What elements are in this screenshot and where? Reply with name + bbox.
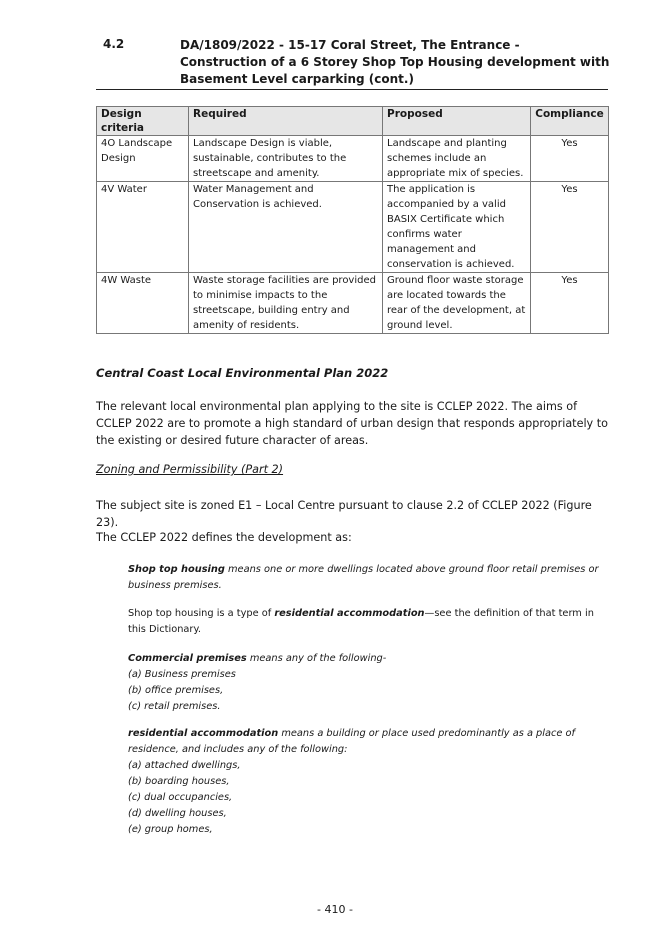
definition-list xyxy=(128,758,608,838)
definition-commercial-premises xyxy=(128,651,608,715)
note-text: Shop top housing is a type of xyxy=(128,608,275,619)
table-cell: Yes xyxy=(531,273,609,334)
subheading-zoning: Zoning and Permissibility (Part 2) xyxy=(96,463,284,476)
table-row xyxy=(97,273,609,334)
header-rule xyxy=(96,89,608,90)
table-cell: Landscape Design is viable, sustainable, contributes to the streetscape and amenity. xyxy=(189,136,383,182)
table-cell: The application is accompanied by a valid BASIX Certificate which confirms water management and conservation is achieved. xyxy=(383,182,531,273)
definition-text: means a building or place used predominantly as a place of residence, and includes any of the following: xyxy=(128,728,575,755)
table-cell: Waste storage facilities are provided to minimise impacts to the streetscape, building entry and amenity of residents. xyxy=(189,273,383,334)
definition-term: Shop top housing xyxy=(128,564,225,575)
definition-residential-accommodation xyxy=(128,726,608,838)
list-item: (b) boarding houses, xyxy=(128,776,230,787)
definition-text: means any of the following- xyxy=(246,653,387,664)
design-criteria-table xyxy=(96,106,609,334)
paragraph-plan-aims: The relevant local environmental plan applying to the site is CCLEP 2022. The aims of CCLEP 2022 are to promote a high standard of urban design that responds appropriately to the existing or desired future character of areas. xyxy=(96,400,608,447)
column-header: Required xyxy=(189,107,383,136)
list-item: (a) attached dwellings, xyxy=(128,760,241,771)
note-text: —see the definition of that term in this Dictionary. xyxy=(128,608,594,635)
paragraph-defines: The CCLEP 2022 defines the development as: xyxy=(96,531,352,544)
definition-note xyxy=(128,606,608,638)
definition-term: Commercial premises xyxy=(128,653,247,664)
section-title: Central Coast Local Environmental Plan 2022 xyxy=(96,366,389,380)
table-cell: Yes xyxy=(531,182,609,273)
item-number: 4.2 xyxy=(103,37,125,51)
list-item: (c) dual occupancies, xyxy=(128,792,233,803)
column-header: Proposed xyxy=(383,107,531,136)
note-term: residential accommodation xyxy=(274,608,425,619)
table-cell: Ground floor waste storage are located towards the rear of the development, at ground level. xyxy=(383,273,531,334)
list-item: (c) retail premises. xyxy=(128,701,221,712)
list-item: (e) group homes, xyxy=(128,824,213,835)
table-header-row xyxy=(97,107,609,136)
table-cell: 4O Landscape Design xyxy=(97,136,189,182)
table-row xyxy=(97,136,609,182)
paragraph-zoning: The subject site is zoned E1 – Local Centre pursuant to clause 2.2 of CCLEP 2022 (Figure 23). xyxy=(96,499,592,529)
table-cell: Yes xyxy=(531,136,609,182)
table-cell: 4W Waste xyxy=(97,273,189,334)
column-header: Design criteria xyxy=(97,107,189,136)
table-cell: 4V Water xyxy=(97,182,189,273)
column-header: Compliance xyxy=(531,107,609,136)
list-item: (d) dwelling houses, xyxy=(128,808,227,819)
list-item: (a) Business premises xyxy=(128,669,236,680)
list-item: (b) office premises, xyxy=(128,685,224,696)
table-cell: Water Management and Conservation is achieved. xyxy=(189,182,383,273)
table-cell: Landscape and planting schemes include an appropriate mix of species. xyxy=(383,136,531,182)
definition-term: residential accommodation xyxy=(128,728,279,739)
page-number: - 410 - xyxy=(317,903,353,916)
table-row xyxy=(97,182,609,273)
item-title: DA/1809/2022 - 15-17 Coral Street, The Entrance - Construction of a 6 Storey Shop Top Housing development with Basement Level carparking (cont.) xyxy=(180,38,610,86)
definition-list xyxy=(128,667,608,715)
definition-text: means one or more dwellings located above ground floor retail premises or business premises. xyxy=(128,564,599,591)
definition-shop-top-housing xyxy=(128,562,608,594)
